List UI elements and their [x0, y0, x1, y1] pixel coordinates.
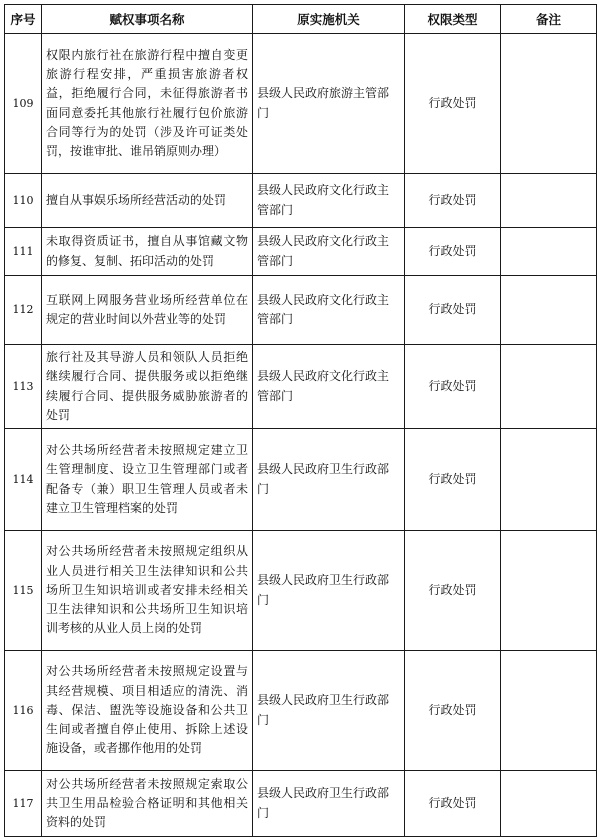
row-note [501, 174, 597, 228]
header-seq: 序号 [5, 5, 42, 34]
row-item: 对公共场所经营者未按照规定索取公共卫生用品检验合格证明和其他相关资料的处罚 [42, 771, 253, 837]
row-type: 行政处罚 [405, 174, 501, 228]
document-page [4, 4, 596, 837]
authority-table [4, 4, 597, 837]
row-org: 县级人民政府文化行政主管部门 [253, 345, 405, 429]
row-item: 对公共场所经营者未按照规定设置与其经营规模、项目相适应的清洗、消毒、保洁、盥洗等设施设备和公共卫生间或者擅自停止使用、拆除上述设施设备，或者挪作他用的处罚 [42, 651, 253, 771]
row-seq: 110 [5, 174, 42, 228]
row-note [501, 34, 597, 174]
row-org: 县级人民政府卫生行政部门 [253, 651, 405, 771]
row-note [501, 345, 597, 429]
header-item: 赋权事项名称 [42, 5, 253, 34]
row-org: 县级人民政府卫生行政部门 [253, 531, 405, 651]
table-row [5, 429, 597, 531]
row-seq: 112 [5, 276, 42, 345]
row-item: 互联网上网服务营业场所经营单位在规定的营业时间以外营业等的处罚 [42, 276, 253, 345]
table-row [5, 531, 597, 651]
row-type: 行政处罚 [405, 651, 501, 771]
row-item: 对公共场所经营者未按照规定组织从业人员进行相关卫生法律知识和公共场所卫生知识培训或者安排未经相关卫生法律知识和公共场所卫生知识培训考核的从业人员上岗的处罚 [42, 531, 253, 651]
row-item: 旅行社及其导游人员和领队人员拒绝继续履行合同、提供服务或以拒绝继续履行合同、提供服务威胁旅游者的处罚 [42, 345, 253, 429]
row-item: 未取得资质证书，擅自从事馆藏文物的修复、复制、拓印活动的处罚 [42, 228, 253, 276]
header-org: 原实施机关 [253, 5, 405, 34]
row-seq: 117 [5, 771, 42, 837]
row-type: 行政处罚 [405, 228, 501, 276]
header-note: 备注 [501, 5, 597, 34]
row-item: 擅自从事娱乐场所经营活动的处罚 [42, 174, 253, 228]
row-seq: 109 [5, 34, 42, 174]
row-type: 行政处罚 [405, 771, 501, 837]
row-item: 对公共场所经营者未按照规定建立卫生管理制度、设立卫生管理部门或者配备专（兼）职卫生管理人员或者未建立卫生管理档案的处罚 [42, 429, 253, 531]
table-row [5, 34, 597, 174]
row-org: 县级人民政府旅游主管部门 [253, 34, 405, 174]
table-header-row [5, 5, 597, 34]
row-seq: 111 [5, 228, 42, 276]
row-note [501, 228, 597, 276]
row-org: 县级人民政府文化行政主管部门 [253, 276, 405, 345]
table-row [5, 174, 597, 228]
row-type: 行政处罚 [405, 276, 501, 345]
row-type: 行政处罚 [405, 531, 501, 651]
row-org: 县级人民政府文化行政主管部门 [253, 174, 405, 228]
row-note [501, 531, 597, 651]
header-type: 权限类型 [405, 5, 501, 34]
row-type: 行政处罚 [405, 429, 501, 531]
row-seq: 116 [5, 651, 42, 771]
table-row [5, 228, 597, 276]
row-type: 行政处罚 [405, 345, 501, 429]
row-note [501, 651, 597, 771]
row-seq: 114 [5, 429, 42, 531]
row-item: 权限内旅行社在旅游行程中擅自变更旅游行程安排，严重损害旅游者权益，拒绝履行合同，未征得旅游者书面同意委托其他旅行社履行包价旅游合同等行为的处罚（涉及许可证类处罚，按谁审批、谁吊销原则办理） [42, 34, 253, 174]
row-note [501, 429, 597, 531]
row-org: 县级人民政府卫生行政部门 [253, 429, 405, 531]
row-type: 行政处罚 [405, 34, 501, 174]
row-note [501, 771, 597, 837]
row-org: 县级人民政府文化行政主管部门 [253, 228, 405, 276]
table-row [5, 276, 597, 345]
row-seq: 113 [5, 345, 42, 429]
table-row [5, 651, 597, 771]
row-note [501, 276, 597, 345]
row-org: 县级人民政府卫生行政部门 [253, 771, 405, 837]
table-row [5, 771, 597, 837]
row-seq: 115 [5, 531, 42, 651]
table-row [5, 345, 597, 429]
